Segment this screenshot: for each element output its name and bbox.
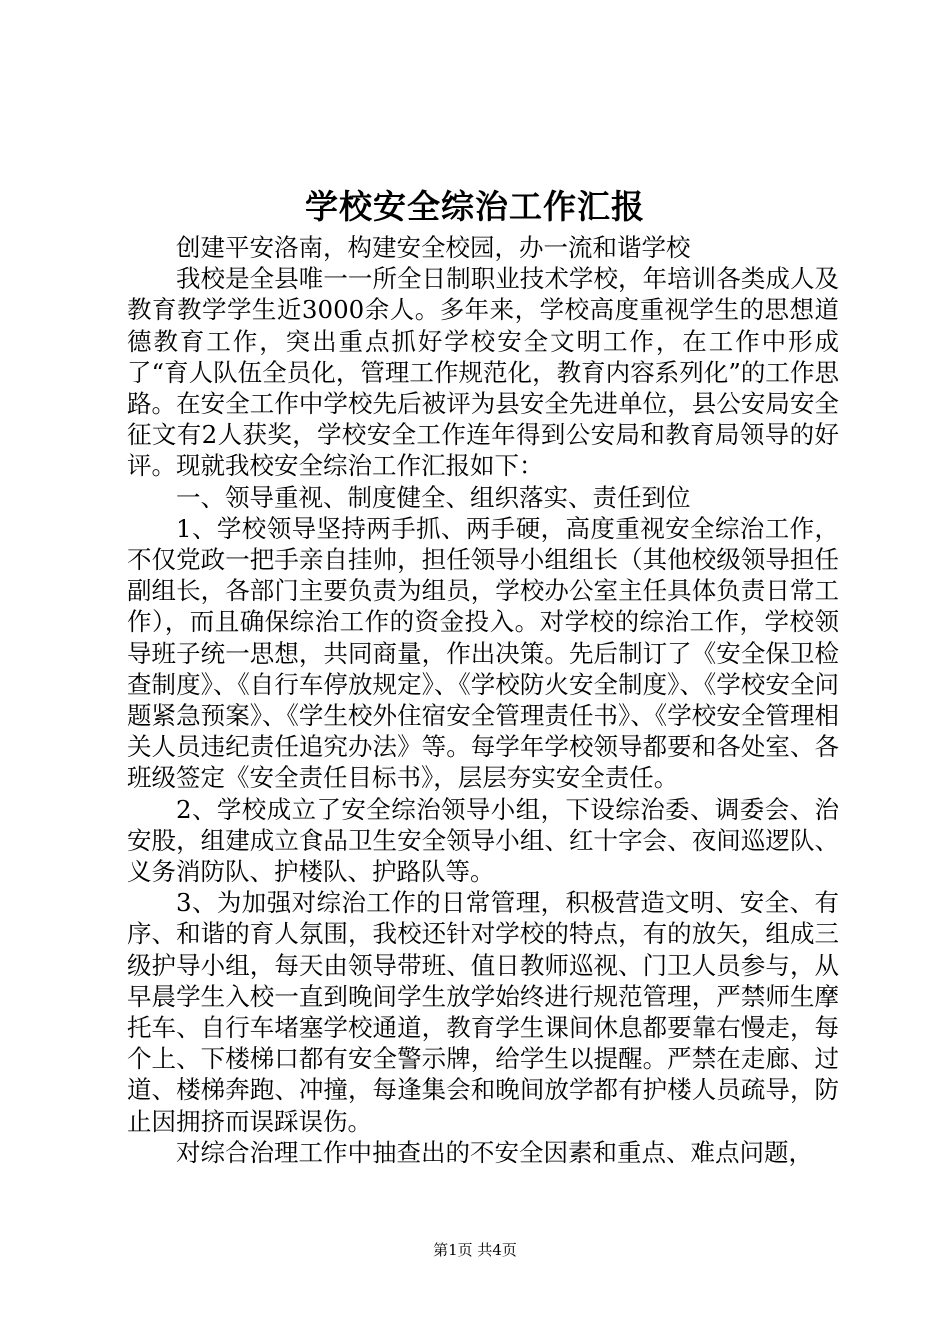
paragraph-item-3: 3、为加强对综治工作的日常管理，积极营造文明、安全、有序、和谐的育人氛围，我校还针对学校的特点，有的放矢，组成三级护导小组，每天由领导带班、值日教师巡视、门卫人员参与，从早晨学生入校一直到晚间学生放学始终进行规范管理，严禁师生摩托车、自行车堵塞学校通道，教育学生课间休息都要靠右慢走，每个上、下楼梯口都有安全警示牌，给学生以提醒。严禁在走廊、过道、楼梯奔跑、冲撞，每逢集会和晚间放学都有护楼人员疏导，防止因拥挤而误踩误伤。 (127, 888, 839, 1136)
paragraph-item-2: 2、学校成立了安全综治领导小组，下设综治委、调委会、治安股，组建成立食品卫生安全领导小组、红十字会、夜间巡逻队、义务消防队、护楼队、护路队等。 (127, 794, 839, 887)
paragraph-slogan: 创建平安洛南，构建安全校园，办一流和谐学校 (176, 233, 691, 262)
document-body (127, 232, 839, 1168)
paragraph-intro: 我校是全县唯一一所全日制职业技术学校，年培训各类成人及教育教学学生近3000余人。多年来，学校高度重视学生的思想道德教育工作，突出重点抓好学校安全文明工作，在工作中形成了“育人队伍全员化，管理工作规范化，教育内容系列化”的工作思路。在安全工作中学校先后被评为县安全先进单位，县公安局安全征文有2人获奖，学校安全工作连年得到公安局和教育局领导的好评。现就我校安全综治工作汇报如下： (127, 264, 839, 481)
document-title: 学校安全综治工作汇报 (305, 187, 645, 226)
paragraph-item-1: 1、学校领导坚持两手抓、两手硬，高度重视安全综治工作，不仅党政一把手亲自挂帅，担任领导小组组长（其他校级领导担任副组长，各部门主要负责为组员，学校办公室主任具体负责日常工作），而且确保综治工作的资金投入。对学校的综治工作，学校领导班子统一思想，共同商量，作出决策。先后制订了《安全保卫检查制度》、《自行车停放规定》、《学校防火安全制度》、《学校安全问题紧急预案》、《学生校外住宿安全管理责任书》、《学校安全管理相关人员违纪责任追究办法》等。每学年学校领导都要和各处室、各班级签定《安全责任目标书》，层层夯实安全责任。 (127, 513, 839, 793)
section-heading-1: 一、领导重视、制度健全、组织落实、责任到位 (176, 482, 691, 512)
paragraph-continuation: 对综合治理工作中抽查出的不安全因素和重点、难点问题， (176, 1137, 813, 1167)
page-footer: 第1页 共4页 (433, 1241, 517, 1259)
